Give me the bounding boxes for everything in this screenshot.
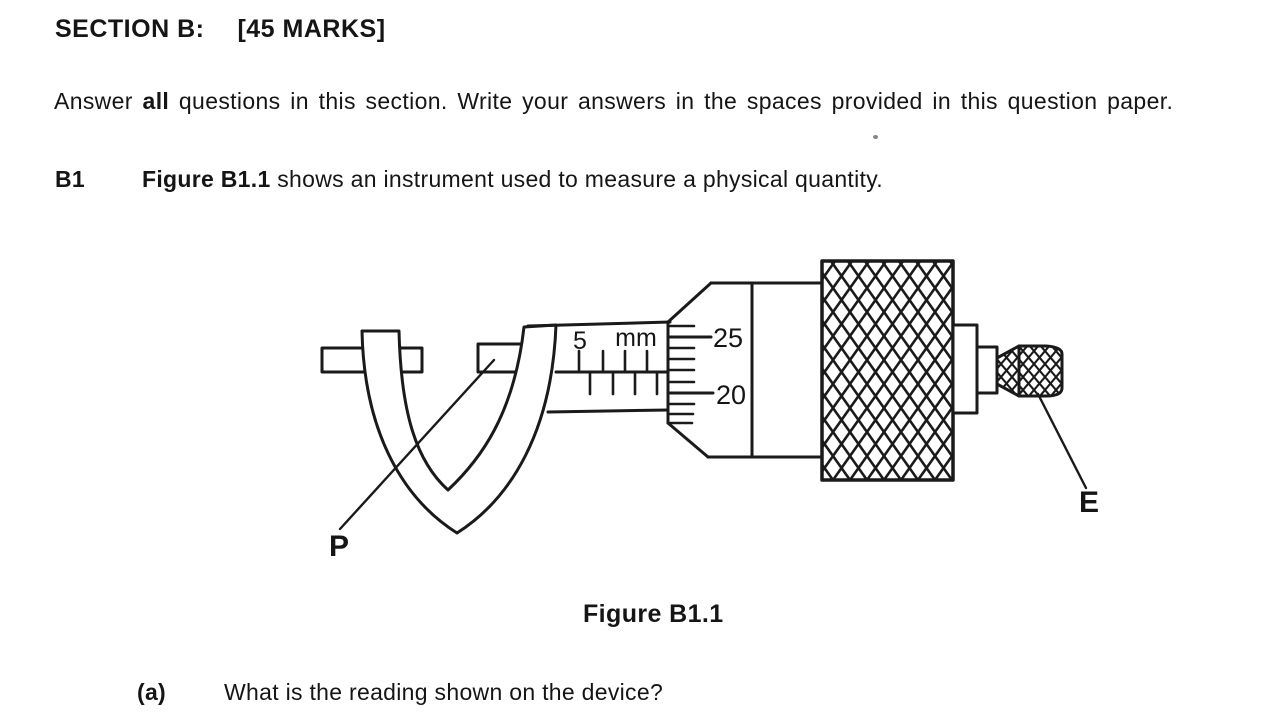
instruction-post: questions in this section. Write your answers in the spaces provided in this question paper. [169,88,1174,114]
part-a-question: What is the reading shown on the device? [224,679,664,705]
section-title: SECTION B: [55,15,205,43]
sleeve-scale-number: 5 [573,327,587,355]
thimble-short-ticks [670,326,694,423]
figure-reference: Figure B1.1 [142,166,271,192]
thimble-reading-lower: 20 [716,380,747,410]
question-number: B1 [55,166,86,192]
question-intro-text: shows an instrument used to measure a physical quantity. [270,166,883,192]
knurled-ratchet-drum [822,261,953,480]
label-p: P [329,530,350,563]
sleeve-scale-unit: mm [615,324,657,352]
sleeve-major-ticks [579,351,647,371]
thimble-body-edges [708,283,822,457]
leader-line-e [1038,394,1086,488]
sleeve-bottom-edge [548,410,668,412]
ratchet-knob-cone [997,346,1019,396]
instruction-pre: Answer [54,88,143,114]
sleeve-half-ticks [590,373,657,394]
part-a-row [137,679,663,706]
thimble-reading-upper: 25 [713,323,744,353]
frame-u-band [362,325,556,533]
figure-caption: Figure B1.1 [583,600,724,628]
instruction-bold-word: all [142,88,170,114]
shaft-step-large [953,325,977,413]
label-e: E [1079,486,1100,519]
part-a-label: (a) [137,679,167,705]
ratchet-knob [1019,346,1062,396]
shaft-step-small [977,347,997,393]
section-marks: [45 MARKS] [237,15,386,43]
thimble-long-ticks [670,337,713,393]
